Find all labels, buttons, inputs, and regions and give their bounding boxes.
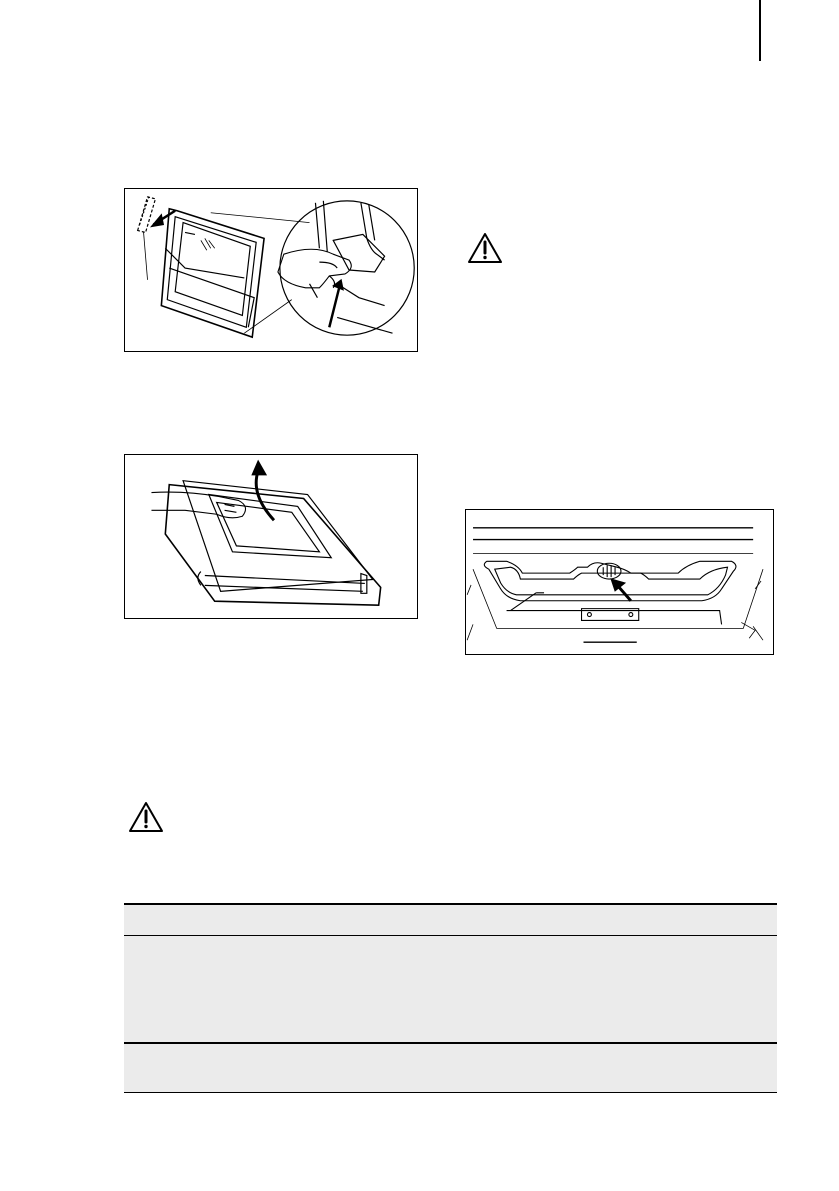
warning-triangle-icon xyxy=(128,801,164,833)
page-cut-mark xyxy=(759,0,761,61)
door-inner-panel-lift-illustration xyxy=(124,454,418,619)
table-header-band xyxy=(124,905,777,935)
removed-strip-icon xyxy=(138,195,156,280)
table-bottom-rule xyxy=(124,1092,777,1093)
door-glass-panel-removal-illustration xyxy=(124,188,418,352)
warning-triangle-icon xyxy=(467,232,503,264)
table-row-band xyxy=(124,936,777,1042)
oven-grill-element-illustration xyxy=(465,509,774,655)
table-row-band xyxy=(124,1044,777,1092)
